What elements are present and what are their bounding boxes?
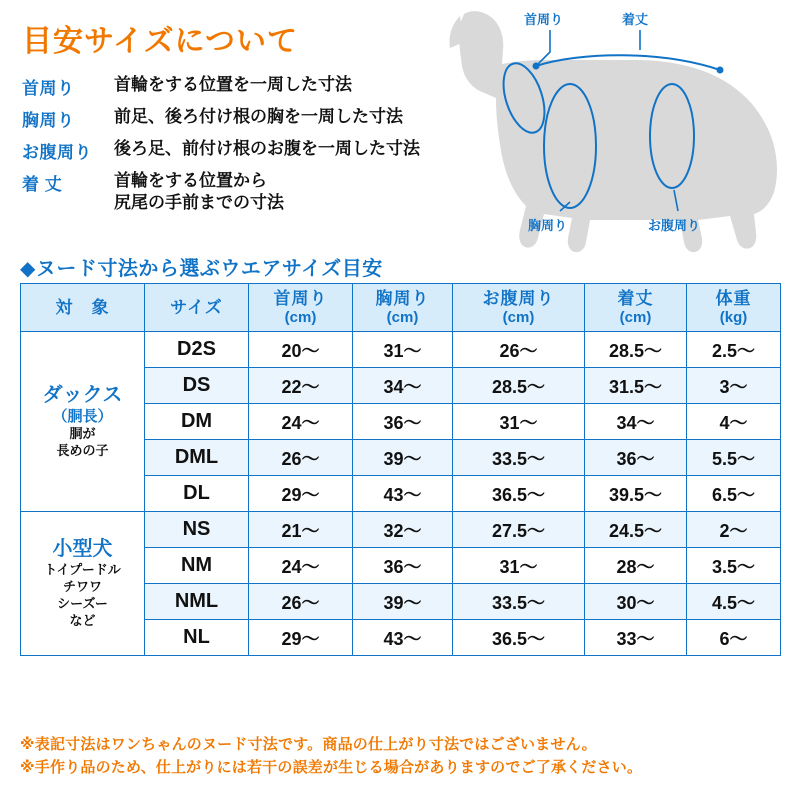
- size-table: [20, 283, 781, 656]
- definition-term: 着 丈: [22, 175, 63, 194]
- cell-length: 36〜: [585, 440, 687, 476]
- header-size-label: サイズ: [170, 297, 223, 317]
- footer-notes: [20, 733, 790, 780]
- label-neck: 首周り: [524, 12, 564, 27]
- label-length: 着丈: [622, 12, 649, 27]
- definition-description-line1: 首輪をする位置から: [114, 171, 267, 190]
- cell-belly: 27.5〜: [453, 512, 585, 548]
- definition-description-line2: 尻尾の手前までの寸法: [114, 193, 284, 213]
- cell-length: 28〜: [585, 548, 687, 584]
- cell-length: 28.5〜: [585, 332, 687, 368]
- target-group-cell: [21, 332, 145, 512]
- dog-measurement-illustration: [440, 6, 792, 256]
- cell-weight: 6.5〜: [687, 476, 781, 512]
- cell-size: DML: [145, 440, 249, 476]
- header-length: [585, 284, 687, 332]
- cell-weight: 3〜: [687, 368, 781, 404]
- cell-size: D2S: [145, 332, 249, 368]
- target-group-cell: [21, 512, 145, 656]
- definition-description: [114, 74, 352, 96]
- cell-length: 24.5〜: [585, 512, 687, 548]
- cell-neck: 20〜: [249, 332, 353, 368]
- cell-chest: 43〜: [353, 476, 453, 512]
- definition-description-line1: 首輪をする位置を一周した寸法: [114, 75, 352, 94]
- cell-belly: 31〜: [453, 404, 585, 440]
- definition-row: [22, 74, 452, 99]
- target-group-examples: トイプードル: [44, 562, 121, 578]
- cell-weight: 3.5〜: [687, 548, 781, 584]
- cell-size: DL: [145, 476, 249, 512]
- cell-weight: 4〜: [687, 404, 781, 440]
- header-belly-unit: (cm): [502, 308, 535, 326]
- cell-weight: 2.5〜: [687, 332, 781, 368]
- table-header: [21, 284, 781, 332]
- header-belly: [453, 284, 585, 332]
- cell-neck: 29〜: [249, 620, 353, 656]
- header-neck-unit: (cm): [284, 308, 317, 326]
- label-belly: お腹周り: [648, 218, 701, 233]
- cell-size: DM: [145, 404, 249, 440]
- cell-belly: 28.5〜: [453, 368, 585, 404]
- cell-weight: 4.5〜: [687, 584, 781, 620]
- cell-belly: 33.5〜: [453, 440, 585, 476]
- cell-size: DS: [145, 368, 249, 404]
- cell-neck: 26〜: [249, 440, 353, 476]
- target-group-name: 小型犬: [52, 538, 113, 561]
- header-size: [145, 284, 249, 332]
- table-row: [21, 332, 781, 368]
- table-header-row: [21, 284, 781, 332]
- cell-chest: 39〜: [353, 440, 453, 476]
- table-body: [21, 332, 781, 656]
- cell-length: 39.5〜: [585, 476, 687, 512]
- cell-chest: 36〜: [353, 548, 453, 584]
- definition-term: 胸周り: [22, 111, 75, 130]
- header-length-label: 着丈: [617, 288, 654, 308]
- target-group-examples: シーズー: [57, 596, 108, 611]
- table-row: [21, 512, 781, 548]
- cell-chest: 36〜: [353, 404, 453, 440]
- target-group-examples: 胴が: [69, 426, 96, 442]
- measurement-definitions: [22, 74, 452, 222]
- target-group-examples: チワワ: [62, 579, 102, 595]
- cell-weight: 6〜: [687, 620, 781, 656]
- target-group-examples: 長めの子: [56, 443, 109, 459]
- target-group-subname: （胴長）: [52, 407, 113, 425]
- header-chest-label: 胸周り: [375, 288, 430, 308]
- cell-length: 31.5〜: [585, 368, 687, 404]
- dog-silhouette-icon: [449, 11, 777, 252]
- definition-row: [22, 170, 452, 215]
- cell-length: 30〜: [585, 584, 687, 620]
- cell-neck: 22〜: [249, 368, 353, 404]
- header-chest: [353, 284, 453, 332]
- cell-belly: 26〜: [453, 332, 585, 368]
- definition-description: [114, 138, 420, 160]
- note-line: ※手作り品のため、仕上がりには若干の誤差が生じる場合がありますのでご了承ください。: [20, 759, 643, 777]
- cell-length: 33〜: [585, 620, 687, 656]
- cell-size: NML: [145, 584, 249, 620]
- cell-chest: 34〜: [353, 368, 453, 404]
- cell-belly: 33.5〜: [453, 584, 585, 620]
- cell-size: NM: [145, 548, 249, 584]
- header-chest-unit: (cm): [386, 308, 419, 326]
- cell-chest: 43〜: [353, 620, 453, 656]
- cell-size: NS: [145, 512, 249, 548]
- header-target-label: 対 象: [55, 297, 110, 317]
- definition-row: [22, 138, 452, 163]
- page-title: 目安サイズについて: [22, 25, 298, 58]
- cell-neck: 24〜: [249, 404, 353, 440]
- header-weight-label: 体重: [715, 288, 752, 308]
- header-target: [21, 284, 145, 332]
- cell-length: 34〜: [585, 404, 687, 440]
- cell-neck: 26〜: [249, 584, 353, 620]
- definition-description-line1: 前足、後ろ付け根の胸を一周した寸法: [114, 107, 403, 126]
- target-group-examples: など: [69, 612, 96, 628]
- cell-weight: 5.5〜: [687, 440, 781, 476]
- header-weight: [687, 284, 781, 332]
- cell-belly: 36.5〜: [453, 476, 585, 512]
- cell-neck: 21〜: [249, 512, 353, 548]
- cell-size: NL: [145, 620, 249, 656]
- label-chest: 胸周り: [528, 218, 568, 233]
- header-belly-label: お腹周り: [482, 288, 555, 308]
- target-group-name: ダックス: [42, 383, 123, 406]
- cell-chest: 31〜: [353, 332, 453, 368]
- header-neck-label: 首周り: [273, 288, 328, 308]
- header-weight-unit: (kg): [719, 308, 748, 326]
- cell-weight: 2〜: [687, 512, 781, 548]
- header-neck: [249, 284, 353, 332]
- definition-description: [114, 106, 403, 128]
- section-heading: ◆ヌード寸法から選ぶウエアサイズ目安: [20, 258, 383, 280]
- cell-neck: 24〜: [249, 548, 353, 584]
- cell-chest: 32〜: [353, 512, 453, 548]
- definition-term: お腹周り: [22, 143, 92, 162]
- definition-row: [22, 106, 452, 131]
- cell-belly: 31〜: [453, 548, 585, 584]
- cell-belly: 36.5〜: [453, 620, 585, 656]
- note-line: ※表記寸法はワンちゃんのヌード寸法です。商品の仕上がり寸法ではございません。: [20, 736, 597, 753]
- header-length-unit: (cm): [619, 308, 652, 326]
- definition-description-line1: 後ろ足、前付け根のお腹を一周した寸法: [114, 139, 420, 158]
- size-table-wrapper: [20, 283, 780, 656]
- cell-chest: 39〜: [353, 584, 453, 620]
- definition-description: [114, 170, 284, 215]
- cell-neck: 29〜: [249, 476, 353, 512]
- definition-term: 首周り: [22, 79, 75, 98]
